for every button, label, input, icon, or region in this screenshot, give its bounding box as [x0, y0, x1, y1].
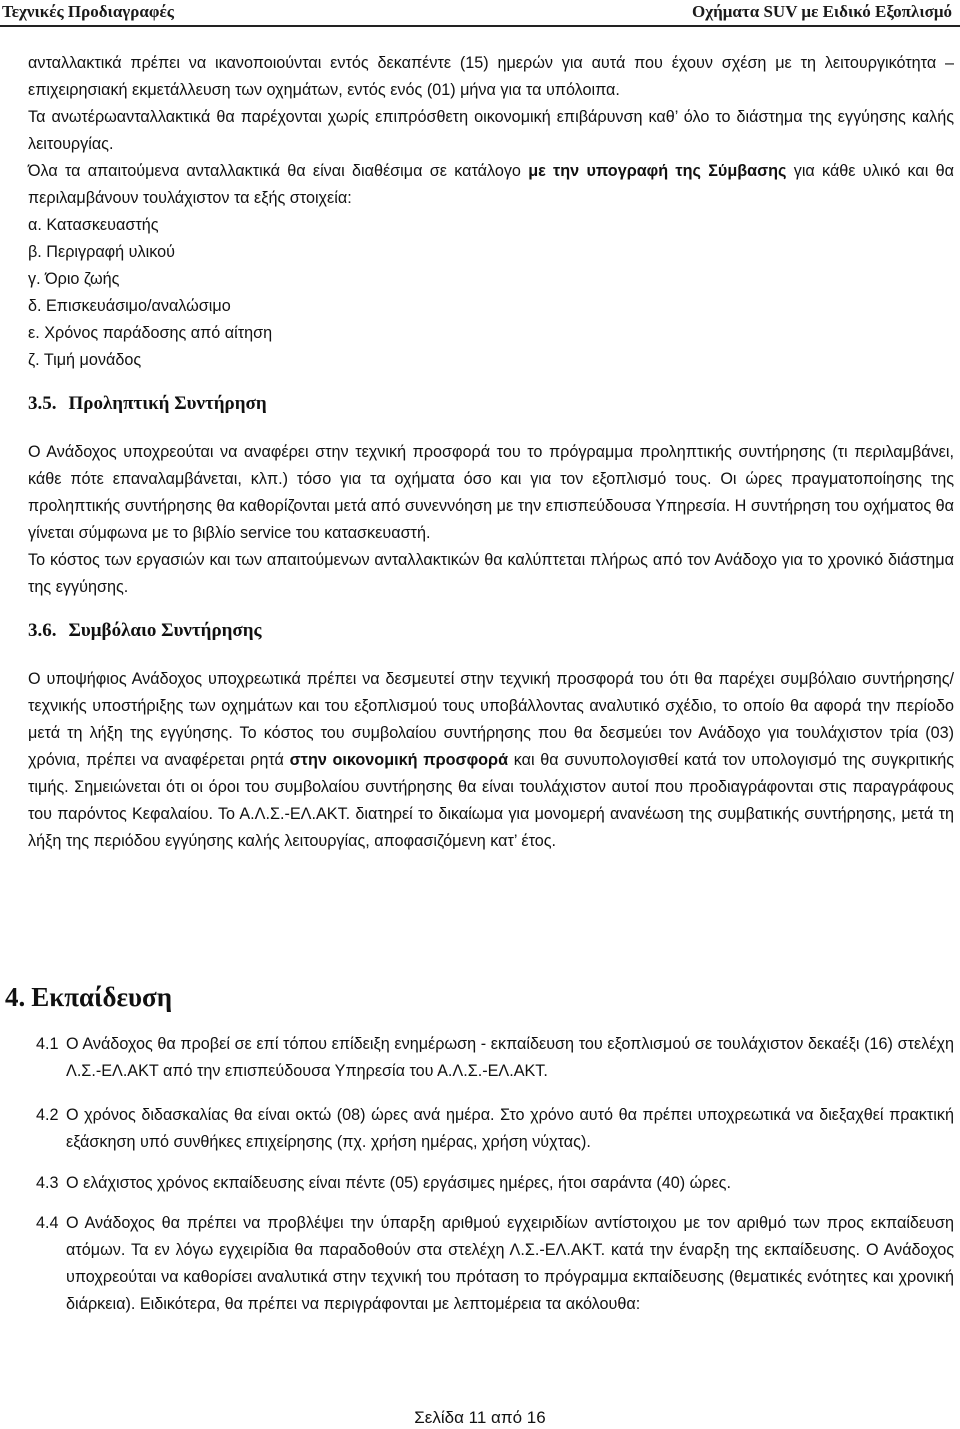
section-title: Προληπτική Συντήρηση: [68, 393, 267, 414]
page-header: [0, 0, 960, 24]
item-number: 4.2: [36, 1106, 59, 1124]
header-divider: [0, 25, 960, 27]
section-number: 4.: [5, 982, 26, 1012]
section-3-6-paragraph: [28, 666, 954, 855]
page-number: Σελίδα 11 από 16: [414, 1408, 546, 1427]
item-text: Ο χρόνος διδασκαλίας θα είναι οκτώ (08) ώρες ανά ημέρα. Στο χρόνο αυτό θα πρέπει υποχρεωτικά να διεξαχθεί πρακτική εξάσκηση υπό συνθήκες επιχείρησης (πχ. χρήση ημέρας, χρήση νύχτας).: [66, 1106, 954, 1151]
intro-p3-text: Όλα τα απαιτούμενα ανταλλακτικά θα είναι διαθέσιμα σε κατάλογο: [28, 162, 529, 180]
numbered-item-4-4: [36, 1210, 954, 1318]
section-3-5-heading: [28, 390, 954, 417]
s36-text: Ο υποψήφιος Ανάδοχος υποχρεωτικά πρέπει να δεσμευτεί στην τεχνική προσφορά του ότι θα παρέχει συμβόλαιο συντήρησης/τεχνικής υποστήριξης των οχημάτων και του εξοπλισμού τους υποβάλλοντας αναλυτικό σχέδιο, το οποίο θα αφορά την περίοδο μετά τη λήξη της εγγύησης. Το κόστος του συμβολαίου συντήρησης που θα δεσμεύει τον Ανάδοχο για τουλάχιστον τρία (03) χρόνια, πρέπει να αναφέρεται ρητά: [28, 670, 954, 769]
page-body: [28, 50, 954, 855]
section-3-5-paragraph-1: Ο Ανάδοχος υποχρεούται να αναφέρει στην τεχνική προσφορά του το πρόγραμμα προληπτικής συντήρησης (τι περιλαμβάνει, κάθε πότε επαναλαμβάνεται, κλπ.) τόσο για τα οχήματα όσο και για τον εξοπλισμό τους. Οι ώρες πραγματοποίησης της προληπτικής συντήρησης θα καθορίζονται μετά από συνεννόηση με την επισπεύδουσα Υπηρεσία. Η συντήρηση του οχήματος θα γίνεται σύμφωνα με το βιβλίο service του κατασκευαστή.: [28, 443, 954, 542]
numbered-item-4-1: [36, 1031, 954, 1085]
item-text: Ο Ανάδοχος θα πρέπει να προβλέψει την ύπαρξη αριθμού εγχειριδίων αντίστοιχου με τον αριθμό των προς εκπαίδευση ατόμων. Τα εν λόγω εγχειρίδια θα παραδοθούν στα στελέχη Λ.Σ.-ΕΛ.ΑΚΤ. κατά την έναρξη της εκπαίδευσης. Ο Ανάδοχος υποχρεούται να καθορίσει αναλυτικά στην τεχνική του πρόταση το πρόγραμμα εκπαίδευσης (θεματικές ενότητες και χρονική διάρκεια). Ειδικότερα, θα πρέπει να περιγράφονται με λεπτομέρεια τα ακόλουθα:: [66, 1214, 954, 1313]
header-left-title: Τεχνικές Προδιαγραφές: [2, 2, 174, 21]
s36-bold: στην οικονομική προσφορά: [289, 751, 509, 769]
item-number: 4.4: [36, 1214, 59, 1232]
section-title: Συμβόλαιο Συντήρησης: [68, 620, 262, 641]
intro-p3-bold: με την υπογραφή της Σύμβασης: [528, 162, 787, 180]
s36-text-end: και θα συνυπολογισθεί κατά τον υπολογισμό της συγκριτικής τιμής. Σημειώνεται ότι οι όροι του συμβολαίου συντήρησης θα είναι τουλάχιστον αυτοί που προδιαγράφονται στις παραγράφους του παρόντος Κεφαλαίου. Το Α.Λ.Σ.-ΕΛ.ΑΚΤ. διατηρεί το δικαίωμα για μονομερή ανανέωση της συμβατικής συντήρησης, μετά τη λήξη της περιόδου εγγύησης καλής λειτουργίας, αποφασιζόμενη κατ’ έτος.: [28, 751, 954, 850]
item-text: Ο Ανάδοχος θα προβεί σε επί τόπου επίδειξη ενημέρωση - εκπαίδευση του εξοπλισμού σε τουλάχιστον δεκαέξι (16) στελέχη Λ.Σ.-ΕΛ.ΑΚΤ από την επισπεύδουσα Υπηρεσία του Α.Λ.Σ.-ΕΛ.ΑΚΤ.: [66, 1035, 954, 1080]
list-item: β. Περιγραφή υλικού: [28, 243, 175, 261]
section-number: 3.6.: [28, 620, 57, 641]
intro-paragraph-1: ανταλλακτικά πρέπει να ικανοποιούνται εντός δεκαπέντε (15) ημερών για αυτά που έχουν σχέση με τη λειτουργικότητα – επιχειρησιακή εκμετάλλευση των οχημάτων, εντός ενός (01) μήνα για τα υπόλοιπα.: [28, 54, 954, 99]
intro-p3-text-end: για κάθε υλικό και θα περιλαμβάνουν τουλάχιστον τα εξής στοιχεία:: [28, 162, 954, 207]
section-title: Εκπαίδευση: [31, 982, 173, 1012]
section-3-5-paragraph-2: Το κόστος των εργασιών και των απαιτούμενων ανταλλακτικών θα καλύπτεται πλήρως από τον Ανάδοχο για το χρονικό διάστημα της εγγύησης.: [28, 551, 954, 596]
numbered-item-4-2: [36, 1102, 954, 1156]
list-item: γ. Όριο ζωής: [28, 270, 120, 288]
item-number: 4.1: [36, 1035, 59, 1053]
list-item: ε. Χρόνος παράδοσης από αίτηση: [28, 324, 273, 342]
numbered-item-4-3: [36, 1170, 954, 1197]
section-number: 3.5.: [28, 393, 57, 414]
header-right-title: Οχήματα SUV με Ειδικό Εξοπλισμό: [692, 2, 952, 21]
item-text: Ο ελάχιστος χρόνος εκπαίδευσης είναι πέντε (05) εργάσιμες ημέρες, ήτοι σαράντα (40) ώρες.: [66, 1174, 731, 1192]
section-3-6-heading: [28, 617, 954, 644]
list-item: δ. Επισκευάσιμο/αναλώσιμο: [28, 297, 231, 315]
list-item: ζ. Τιμή μονάδος: [28, 351, 142, 369]
section-4-heading: [5, 982, 172, 1013]
intro-paragraph-2: Τα ανωτέρωανταλλακτικά θα παρέχονται χωρίς επιπρόσθετη οικονομική επιβάρυνση καθ’ όλο το διάστημα της εγγύησης καλής λειτουργίας.: [28, 108, 954, 153]
item-number: 4.3: [36, 1174, 59, 1192]
intro-paragraph-3: [28, 158, 954, 212]
list-item: α. Κατασκευαστής: [28, 216, 159, 234]
